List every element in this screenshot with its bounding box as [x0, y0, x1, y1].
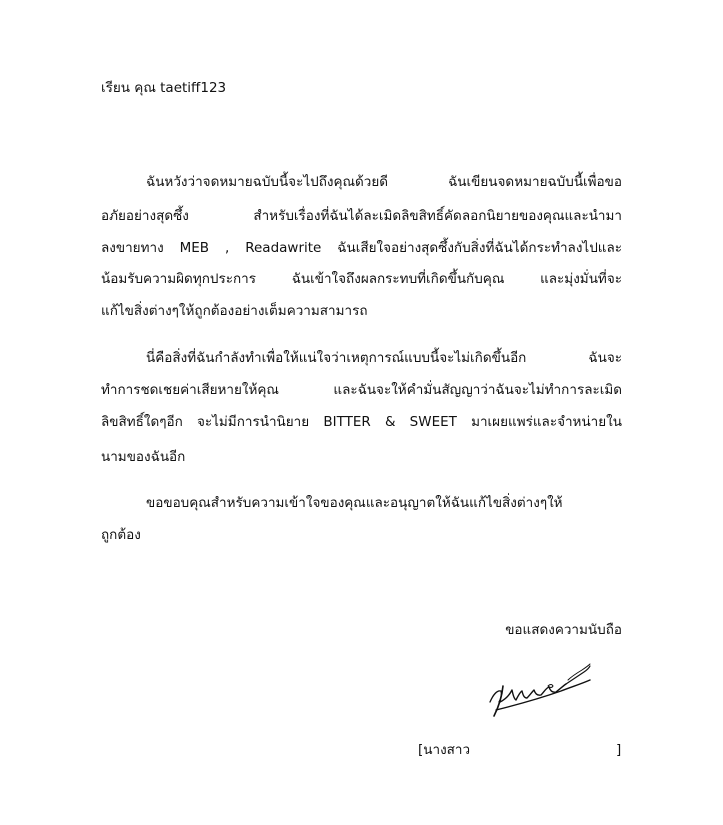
paragraph-line: นามของฉันอีก — [101, 449, 186, 465]
paragraph-line: ลงขายทาง MEB , Readawrite ฉันเสียใจอย่างสุดซึ้งกับสิ่งที่ฉันได้กระทำลงไปและ — [101, 240, 622, 256]
paragraph-line: นี่คือสิ่งที่ฉันกำลังทำเพื่อให้แน่ใจว่าเหตุการณ์แบบนี้จะไม่เกิดขึ้นอีก ฉันจะ — [146, 350, 622, 366]
signatory-name-suffix: ] — [616, 742, 622, 758]
paragraph-line: น้อมรับความผิดทุกประการ ฉันเข้าใจถึงผลกระทบที่เกิดขึ้นกับคุณ และมุ่งมั่นที่จะ — [101, 271, 622, 287]
paragraph-line: แก้ไขสิ่งต่างๆให้ถูกต้องอย่างเต็มความสามารถ — [101, 303, 368, 319]
paragraph-line: ฉันหวังว่าจดหมายฉบับนี้จะไปถึงคุณด้วยดี ฉันเขียนจดหมายฉบับนี้เพื่อขอ — [146, 174, 622, 190]
paragraph-line: ขอขอบคุณสำหรับความเข้าใจของคุณและอนุญาตให้ฉันแก้ไขสิ่งต่างๆให้ — [146, 495, 563, 511]
salutation: เรียน คุณ taetiff123 — [101, 80, 227, 96]
paragraph-line: ถูกต้อง — [101, 527, 141, 543]
paragraph-line: อภัยอย่างสุดซึ้ง สำหรับเรื่องที่ฉันได้ละเมิดลิขสิทธิ์คัดลอกนิยายของคุณและนำมา — [101, 208, 622, 224]
paragraph-line: ลิขสิทธิ์ใดๆอีก จะไม่มีการนำนิยาย BITTER & SWEET มาเผยแพร่และจำหน่ายใน — [101, 414, 622, 430]
paragraph-line: ทำการชดเชยค่าเสียหายให้คุณ และฉันจะให้คำมั่นสัญญาว่าฉันจะไม่ทำการละเมิด — [101, 382, 622, 398]
handwritten-signature — [486, 650, 592, 720]
signatory-name-prefix: [นางสาว — [418, 742, 471, 758]
closing-phrase: ขอแสดงความนับถือ — [505, 622, 622, 638]
